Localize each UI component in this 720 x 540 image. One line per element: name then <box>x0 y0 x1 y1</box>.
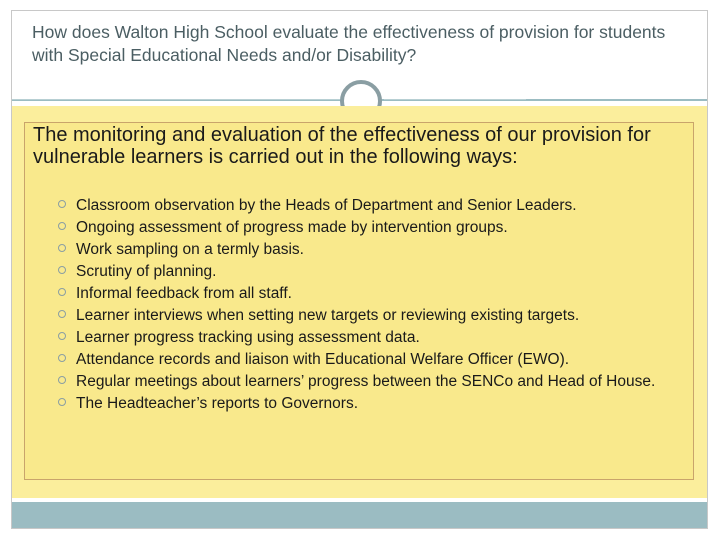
list-item-text: The Headteacher’s reports to Governors. <box>76 395 359 412</box>
hollow-circle-bullet-icon <box>58 222 66 230</box>
list-item-text: Work sampling on a termly basis. <box>76 241 304 258</box>
hollow-circle-bullet-icon <box>58 398 66 406</box>
intro-text: The monitoring and evaluation of the effectiveness of our provision for vulnerable learners is carried out in the following ways: <box>33 124 651 168</box>
list-item <box>58 350 698 369</box>
list-item-text: Attendance records and liaison with Educational Welfare Officer (EWO). <box>76 351 570 368</box>
list-item-text: Ongoing assessment of progress made by intervention groups. <box>76 219 508 236</box>
hollow-circle-bullet-icon <box>58 376 66 384</box>
hollow-circle-bullet-icon <box>58 332 66 340</box>
list-item <box>58 372 698 391</box>
slide-title: How does Walton High School evaluate the effectiveness of provision for students with Special Educational Needs and/or Disability? <box>32 22 666 65</box>
bullet-list <box>58 196 698 416</box>
hollow-circle-bullet-icon <box>58 354 66 362</box>
list-item-text: Regular meetings about learners’ progress between the SENCo and Head of House. <box>76 373 656 390</box>
list-item <box>58 218 698 237</box>
list-item <box>58 306 698 325</box>
list-item-text: Classroom observation by the Heads of Department and Senior Leaders. <box>76 197 577 214</box>
list-item <box>58 196 698 215</box>
list-item-text: Learner interviews when setting new targets or reviewing existing targets. <box>76 307 580 324</box>
list-item <box>58 328 698 347</box>
hollow-circle-bullet-icon <box>58 288 66 296</box>
divider-line-left <box>12 99 342 100</box>
list-item-text: Learner progress tracking using assessment data. <box>76 329 420 346</box>
hollow-circle-bullet-icon <box>58 200 66 208</box>
footer-band <box>12 502 707 528</box>
divider-line-right <box>384 99 526 100</box>
hollow-circle-bullet-icon <box>58 266 66 274</box>
list-item-text: Informal feedback from all staff. <box>76 285 292 302</box>
list-item-text: Scrutiny of planning. <box>76 263 217 280</box>
list-item <box>58 284 698 303</box>
hollow-circle-bullet-icon <box>58 244 66 252</box>
list-item <box>58 394 698 413</box>
list-item <box>58 240 698 259</box>
hollow-circle-bullet-icon <box>58 310 66 318</box>
list-item <box>58 262 698 281</box>
